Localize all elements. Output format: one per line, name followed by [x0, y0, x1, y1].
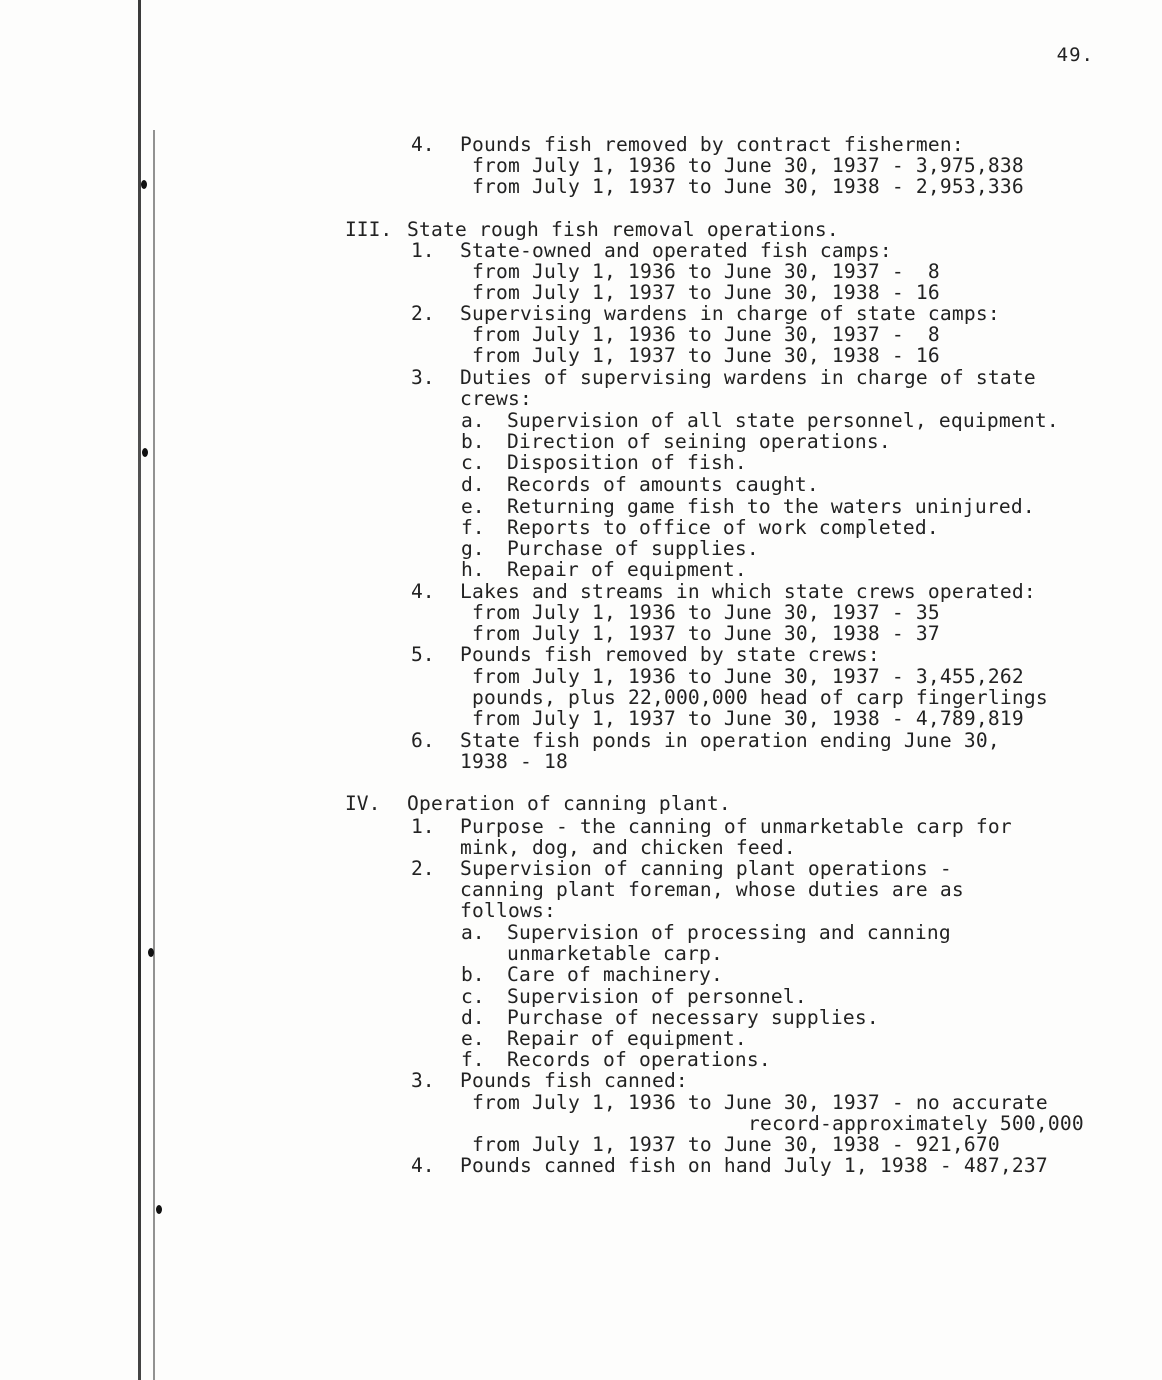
item-line: from July 1, 1937 to June 30, 1938 - 4,789,819 — [472, 707, 1024, 730]
subitem-text: Returning game fish to the waters uninjured. — [507, 495, 1035, 518]
item-line: from July 1, 1937 to June 30, 1938 - 16 — [472, 281, 940, 304]
subitem-text: Care of machinery. — [507, 963, 723, 986]
subitem-text: Purchase of necessary supplies. — [507, 1006, 879, 1029]
item-label: 5. — [411, 643, 435, 666]
item-label: 1. — [411, 815, 435, 838]
binding-edge — [138, 0, 141, 1380]
item-label: 3. — [411, 1069, 435, 1092]
item-line: from July 1, 1937 to June 30, 1938 - 37 — [472, 622, 940, 645]
subitem-text: Supervision of processing and canning — [507, 921, 951, 944]
item-line: from July 1, 1936 to June 30, 1937 - 8 — [472, 323, 940, 346]
item-title: Pounds fish removed by state crews: — [460, 643, 880, 666]
item-line: from July 1, 1936 to June 30, 1937 - 8 — [472, 260, 940, 283]
item-line: from July 1, 1937 to June 30, 1938 - 16 — [472, 344, 940, 367]
page-number: 49. — [1056, 44, 1094, 66]
subitem-text-cont: unmarketable carp. — [507, 942, 723, 965]
item-line: pounds, plus 22,000,000 head of carp fingerlings — [472, 686, 1048, 709]
item-title: State fish ponds in operation ending June 30, — [460, 729, 1000, 752]
subitem-text: Supervision of personnel. — [507, 985, 807, 1008]
item-line: from July 1, 1936 to June 30, 1937 - 3,455,262 — [472, 665, 1024, 688]
subitem-text: Direction of seining operations. — [507, 430, 891, 453]
binding-mark — [141, 180, 147, 189]
item-title: Lakes and streams in which state crews operated: — [460, 580, 1036, 603]
section-title: Operation of canning plant. — [407, 792, 731, 815]
subitem-label: g. — [461, 537, 485, 560]
subitem-text: Supervision of all state personnel, equipment. — [507, 409, 1059, 432]
item-title: Supervising wardens in charge of state camps: — [460, 302, 1000, 325]
item-label: 2. — [411, 857, 435, 880]
subitem-text: Records of operations. — [507, 1048, 771, 1071]
subitem-label: a. — [461, 921, 485, 944]
item-line: from July 1, 1936 to June 30, 1937 - no accurate — [472, 1091, 1048, 1114]
subitem-label: d. — [461, 1006, 485, 1029]
item-line: record-approximately 500,000 — [748, 1112, 1084, 1135]
item-title: State-owned and operated fish camps: — [460, 239, 892, 262]
item-label: 2. — [411, 302, 435, 325]
item-label: 4. — [411, 133, 435, 156]
item-line: from July 1, 1937 to June 30, 1938 - 2,953,336 — [472, 175, 1024, 198]
subitem-label: f. — [461, 1048, 485, 1071]
item-title-cont: mink, dog, and chicken feed. — [460, 836, 796, 859]
item-title: Pounds canned fish on hand July 1, 1938 - 487,237 — [460, 1154, 1048, 1177]
item-title-cont: canning plant foreman, whose duties are as — [460, 878, 964, 901]
subitem-text: Reports to office of work completed. — [507, 516, 939, 539]
subitem-label: b. — [461, 430, 485, 453]
item-title: Supervision of canning plant operations - — [460, 857, 952, 880]
section-label: IV. — [345, 792, 381, 815]
binding-edge-inner — [153, 130, 155, 1380]
item-line: from July 1, 1936 to June 30, 1937 - 3,975,838 — [472, 154, 1024, 177]
item-title-cont: follows: — [460, 899, 556, 922]
subitem-label: a. — [461, 409, 485, 432]
binding-mark — [148, 948, 154, 957]
item-line: from July 1, 1936 to June 30, 1937 - 35 — [472, 601, 940, 624]
subitem-text: Repair of equipment. — [507, 1027, 747, 1050]
subitem-label: f. — [461, 516, 485, 539]
item-title: Pounds fish removed by contract fishermen: — [460, 133, 964, 156]
item-label: 3. — [411, 366, 435, 389]
subitem-text: Records of amounts caught. — [507, 473, 819, 496]
item-title: Duties of supervising wardens in charge of state — [460, 366, 1036, 389]
item-title: Purpose - the canning of unmarketable carp for — [460, 815, 1012, 838]
subitem-label: b. — [461, 963, 485, 986]
item-title-cont: 1938 - 18 — [460, 750, 568, 773]
subitem-label: c. — [461, 451, 485, 474]
item-label: 6. — [411, 729, 435, 752]
binding-mark — [156, 1205, 162, 1214]
subitem-text: Disposition of fish. — [507, 451, 747, 474]
subitem-text: Purchase of supplies. — [507, 537, 759, 560]
section-title: State rough fish removal operations. — [407, 218, 839, 241]
subitem-label: d. — [461, 473, 485, 496]
section-label: III. — [345, 218, 393, 241]
item-label: 1. — [411, 239, 435, 262]
subitem-text: Repair of equipment. — [507, 558, 747, 581]
item-line: from July 1, 1937 to June 30, 1938 - 921,670 — [472, 1133, 1000, 1156]
item-title-cont: crews: — [460, 387, 532, 410]
binding-mark — [142, 448, 148, 457]
subitem-label: e. — [461, 1027, 485, 1050]
item-label: 4. — [411, 1154, 435, 1177]
item-title: Pounds fish canned: — [460, 1069, 688, 1092]
subitem-label: e. — [461, 495, 485, 518]
item-label: 4. — [411, 580, 435, 603]
subitem-label: c. — [461, 985, 485, 1008]
subitem-label: h. — [461, 558, 485, 581]
